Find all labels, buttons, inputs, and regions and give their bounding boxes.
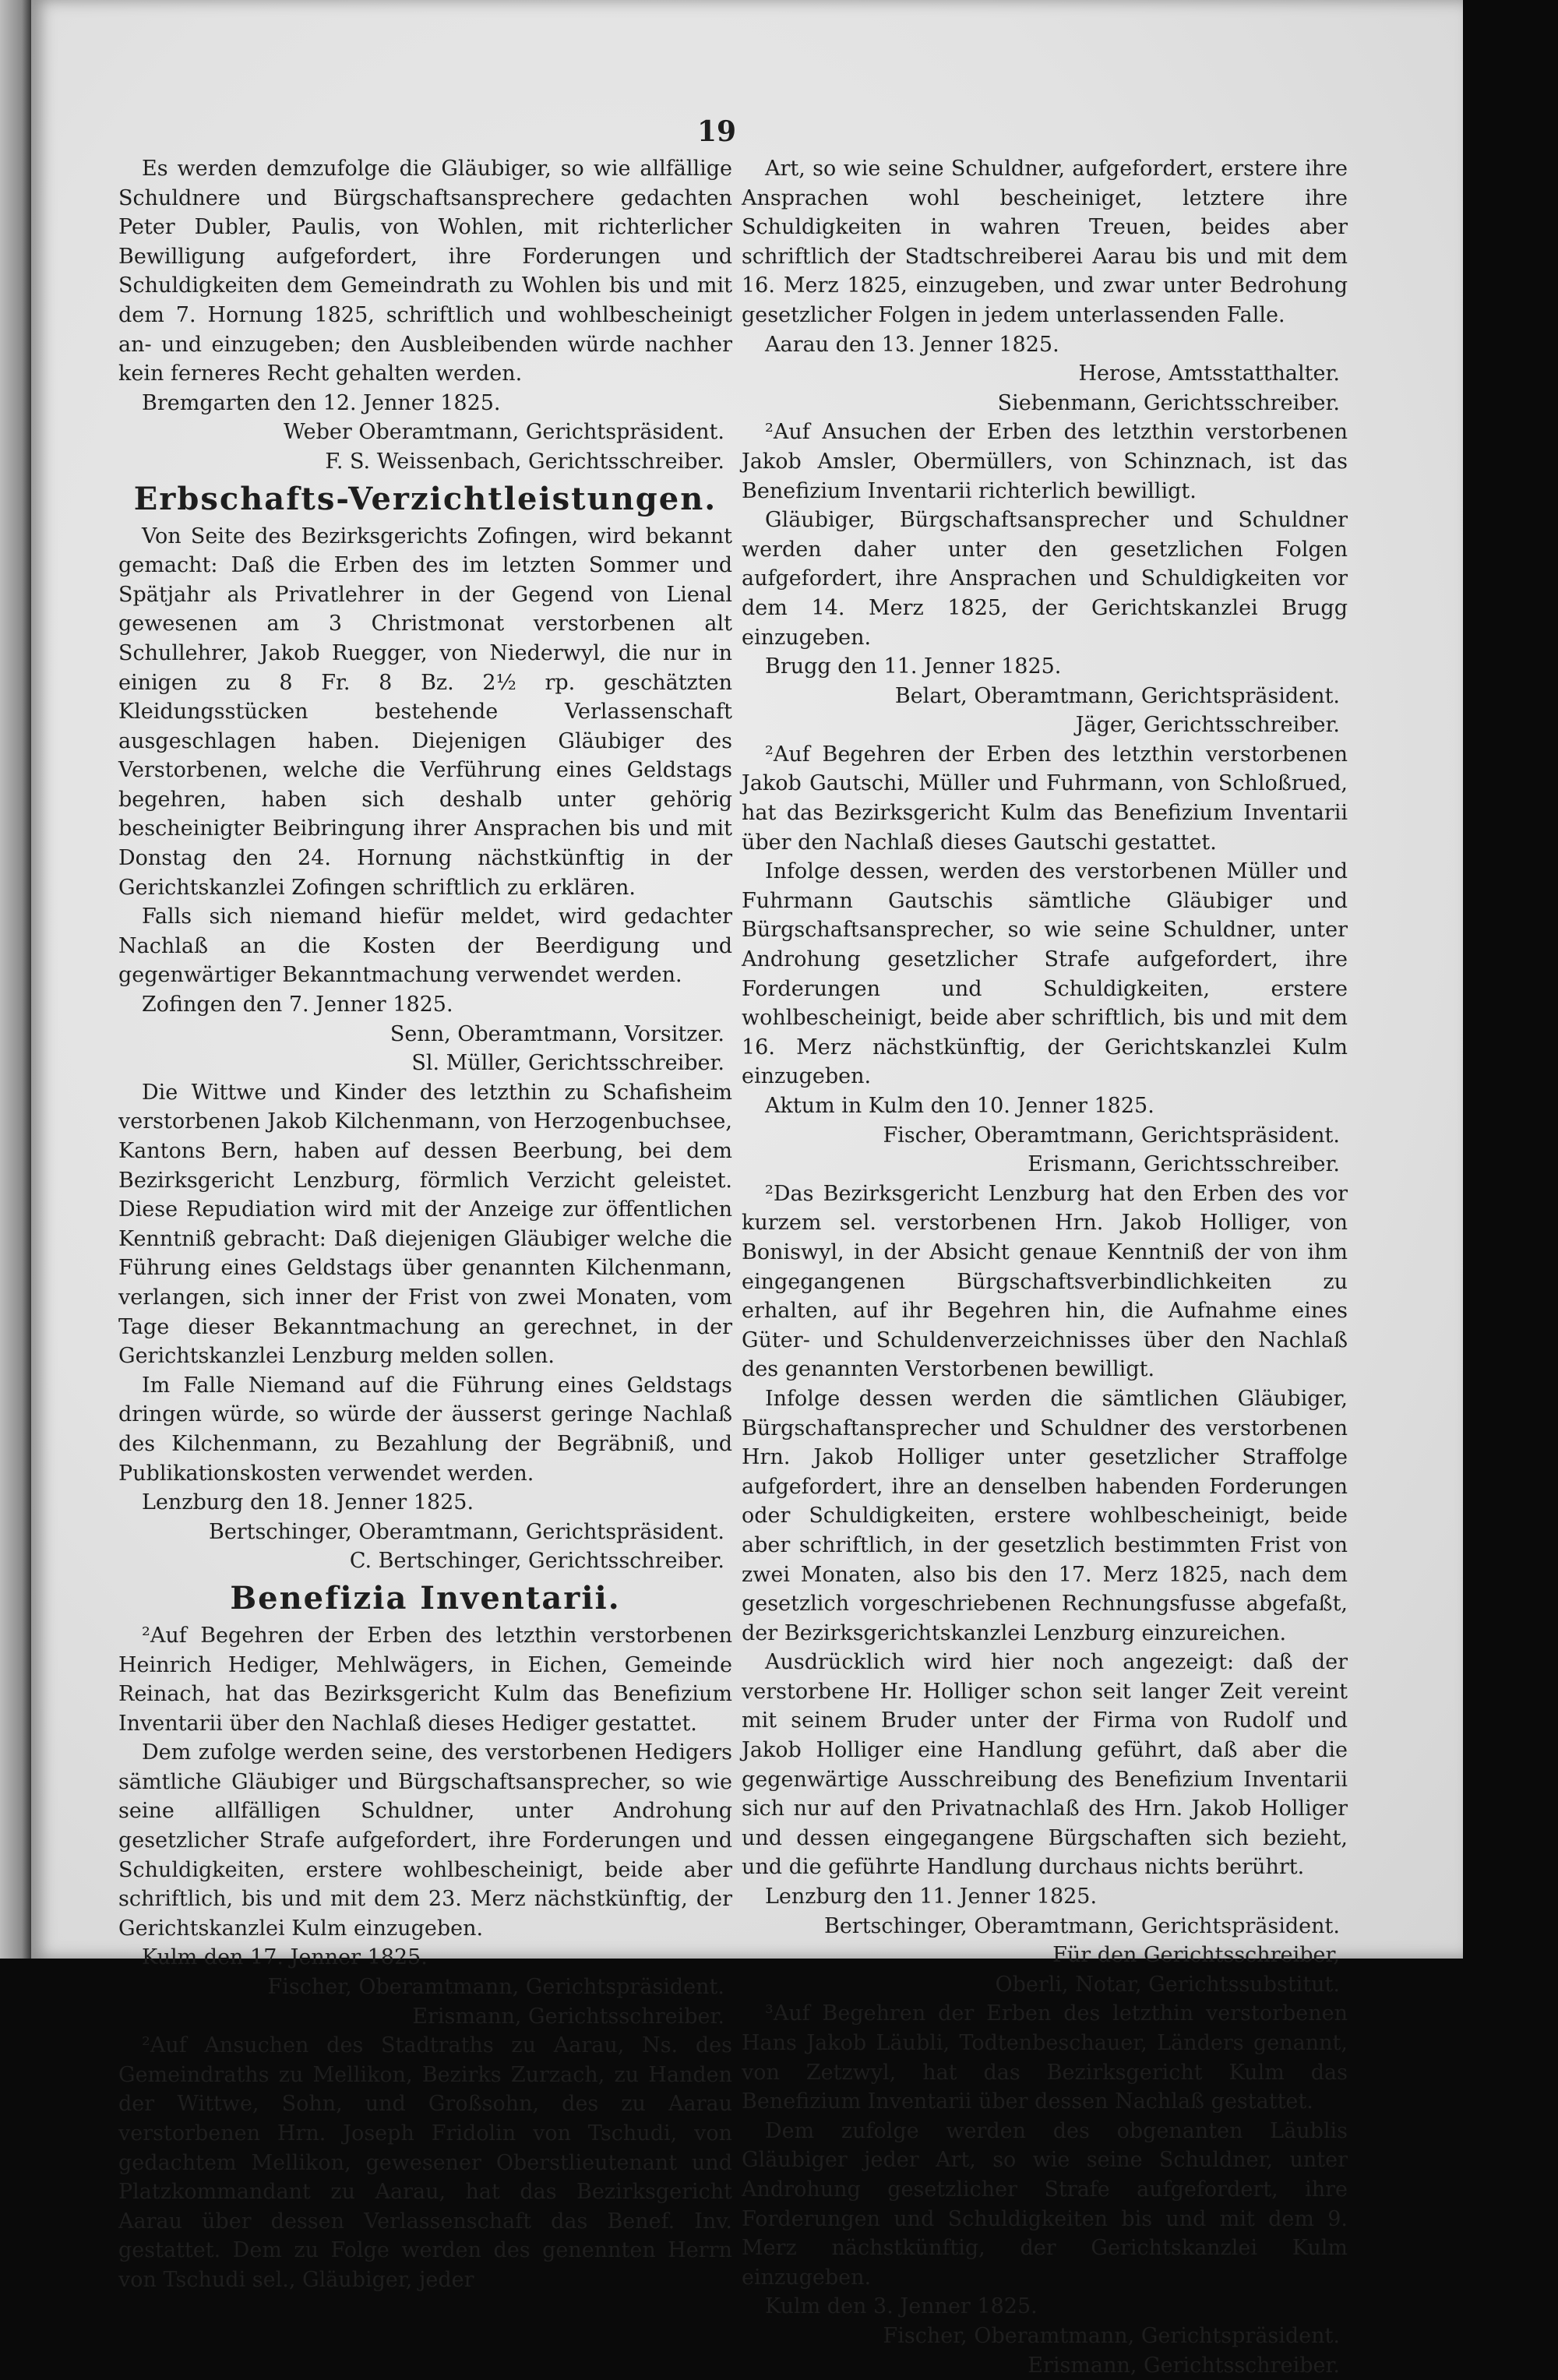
signature-line: Erismann, Gerichtsschreiber. — [1028, 2353, 1340, 2378]
notice-paragraph: Gläubiger, Bürgschaftsansprecher und Schuldner werden daher unter den gesetzlichen Folgen aufgefordert, ihre Ansprachen und Schuldigkeiten vor dem 14. Merz 1825, der Gerichtskanzlei Brugg einzugeben. — [742, 508, 1348, 650]
place-date-line: Kulm den 17. Jenner 1825. — [142, 1945, 428, 1970]
signature-line: Siebenmann, Gerichtsschreiber. — [997, 390, 1340, 415]
signature-line: Bertschinger, Oberamtmann, Gerichtspräsident. — [208, 1519, 724, 1544]
notice-paragraph: ²Das Bezirksgericht Lenzburg hat den Erben des vor kurzem sel. verstorbenen Hrn. Jakob Holliger, von Boniswyl, in der Absicht genaue Kenntniß der von ihm eingegangenen Bürgschaftsverbindlichkeiten zu erhalten, auf ihr Begehren hin, die Aufnahme eines Güter- und Schuldenverzeichnisses über den Nachlaß des genannten Verstorbenen bewilligt. — [742, 1181, 1348, 1382]
place-date-line: Lenzburg den 18. Jenner 1825. — [142, 1490, 474, 1515]
signature-line: Sl. Müller, Gerichtsschreiber. — [411, 1051, 724, 1076]
notice-paragraph: Dem zufolge werden seine, des verstorbenen Hedigers sämtliche Gläubiger und Bürgschaftsansprecher, so wie seine allfälligen Schuldner, unter Androhung gesetzlicher Strafe aufgefordert, ihre Forderungen und Schuldigkeiten, erstere wohlbescheinigt, beide aber schriftlich, bis und mit dem 23. Merz nächstkünftig, der Gerichtskanzlei Kulm einzugeben. — [118, 1740, 732, 1941]
notice-paragraph: Falls sich niemand hiefür meldet, wird gedachter Nachlaß an die Kosten der Beerdigung und gegenwärtiger Bekanntmachung verwendet werden. — [118, 904, 732, 988]
notice-paragraph: Infolge dessen werden die sämtlichen Gläubiger, Bürgschaftansprecher und Schuldner des verstorbenen Hrn. Jakob Holliger unter gesetzlicher Straffolge aufgefordert, ihre an denselben habenden Forderungen oder Schuldigkeiten, erstere wohlbescheinigt, beide aber schriftlich, in der gesetzlich bestimmten Frist von zwei Monaten, also bis den 17. Merz 1825, nach dem gesetzlich vorgeschriebenen Rechnungsfusse abgefaßt, der Bezirksgerichtskanzlei Lenzburg einzureichen. — [742, 1386, 1348, 1645]
previous-page-edge — [0, 0, 31, 1959]
notice-paragraph: ²Auf Ansuchen der Erben des letzthin verstorbenen Jakob Amsler, Obermüllers, von Schinznach, ist das Benefizium Inventarii richterlich bewilligt. — [742, 420, 1348, 503]
signature-line: C. Bertschinger, Gerichtsschreiber. — [349, 1549, 724, 1574]
notice-paragraph: Im Falle Niemand auf die Führung eines Geldstags dringen würde, so würde der äusserst geringe Nachlaß des Kilchenmann, zu Bezahlung der Begräbniß, und Publikationskosten verwendet werden. — [118, 1373, 732, 1486]
place-date-line: Aktum in Kulm den 10. Jenner 1825. — [765, 1094, 1154, 1118]
notice-paragraph: ²Auf Begehren der Erben des letzthin verstorbenen Jakob Gautschi, Müller und Fuhrmann, von Schloßrued, hat das Bezirksgericht Kulm das Benefizium Inventarii über den Nachlaß dieses Gautschi gestattet. — [742, 742, 1348, 855]
place-date-line: Zofingen den 7. Jenner 1825. — [142, 993, 453, 1017]
signature-line: Fischer, Oberamtmann, Gerichtspräsident. — [883, 1123, 1340, 1148]
right-column — [742, 154, 1348, 2380]
signature-line: Herose, Amtsstatthalter. — [1078, 361, 1340, 386]
signature-line: Erismann, Gerichtsschreiber. — [1028, 1152, 1340, 1177]
signature-line: Fischer, Oberamtmann, Gerichtspräsident. — [883, 2323, 1340, 2348]
signature-line: Oberli, Notar, Gerichtssubstitut. — [995, 1972, 1340, 1997]
place-date-line: Brugg den 11. Jenner 1825. — [765, 654, 1062, 679]
signature-line: Jäger, Gerichtsschreiber. — [1075, 713, 1340, 738]
notice-paragraph: ²Auf Ansuchen des Stadtraths zu Aarau, Ns. des Gemeindraths zu Mellikon, Bezirks Zurzach, zu Handen der Wittwe, Sohn, und Großsohn, des zu Aarau verstorbenen Hrn. Joseph Fridolin von Tschudi, von gedachtem Mellikon, gewesener Oberstlieutenant und Platzkommandant zu Aarau, hat das Bezirksgericht Aarau über dessen Verlassenschaft das Benef. Inv. gestattet. Dem zu Folge werden des genennten Herrn von Tschudi sel., Gläubiger, jeder — [118, 2033, 732, 2292]
signature-line: Belart, Oberamtmann, Gerichtspräsident. — [894, 683, 1340, 708]
signature-line: F. S. Weissenbach, Gerichtsschreiber. — [325, 449, 724, 474]
notice-paragraph: Dem zufolge werden des obgenanten Läublis Gläubiger jeder Art, so wie seine Schuldner, unter Androhung gesetzlicher Strafe aufgefordert, ihre Forderungen und Schuldigkeiten bis und mit dem 9. Merz nächstkünftig, der Gerichtskanzlei Kulm einzugeben. — [742, 2118, 1348, 2290]
notice-paragraph: Ausdrücklich wird hier noch angezeigt: daß der verstorbene Hr. Holliger schon seit langer Zeit vereint mit seinem Bruder unter der Firma von Rudolf und Jakob Holliger eine Handlung geführt, daß aber die gegenwärtige Ausschreibung des Benefizium Inventarii sich nur auf den Privatnachlaß des Hrn. Jakob Holliger und dessen eingegangene Bürgschaften sich bezieht, und die geführte Handlung durchaus nichts berührt. — [742, 1650, 1348, 1880]
signature-line: Erismann, Gerichtsschreiber. — [412, 2004, 724, 2029]
section-heading: Benefizia Inventarii. — [230, 1579, 621, 1617]
left-column — [118, 154, 732, 2295]
notice-paragraph: Es werden demzufolge die Gläubiger, so wie allfällige Schuldnere und Bürgschaftsansprechere gedachten Peter Dubler, Paulis, von Wohlen, mit richterlicher Bewilligung aufgefordert, ihre Forderungen und Schuldigkeiten dem Gemeindrath zu Wohlen bis und mit dem 7. Hornung 1825, schriftlich und wohlbescheinigt an- und einzugeben; den Ausbleibenden würde nachher kein ferneres Recht gehalten werden. — [118, 157, 732, 386]
notice-paragraph: ³Auf Begehren der Erben des letzthin verstorbenen Hans Jakob Läubli, Todtenbeschauer, Länders genannt, von Zetzwyl, hat das Bezirksgericht Kulm das Benefizium Inventarii über dessen Nachlaß gestattet. — [742, 2001, 1348, 2114]
section-heading: Erbschafts-Verzichtleistungen. — [133, 480, 717, 517]
signature-line: Fischer, Oberamtmann, Gerichtspräsident. — [267, 1975, 724, 2000]
newspaper-page — [31, 0, 1463, 2378]
notice-paragraph: ²Auf Begehren der Erben des letzthin verstorbenen Heinrich Hediger, Mehlwägers, in Eichen, Gemeinde Reinach, hat das Bezirksgericht Kulm das Benefizium Inventarii über den Nachlaß dieses Hediger gestattet. — [118, 1623, 732, 1736]
place-date-line: Aarau den 13. Jenner 1825. — [765, 332, 1059, 357]
place-date-line: Lenzburg den 11. Jenner 1825. — [765, 1885, 1098, 1909]
notice-paragraph: Art, so wie seine Schuldner, aufgefordert, erstere ihre Ansprachen wohl bescheiniget, letztere ihre Schuldigkeiten in wahren Treuen, beides aber schriftlich der Stadtschreiberei Aarau bis und mit dem 16. Merz 1825, einzugeben, und zwar unter Bedrohung gesetzlicher Folgen in jedem unterlassenden Falle. — [742, 157, 1348, 327]
signature-line: Bertschinger, Oberamtmann, Gerichtspräsident. — [823, 1913, 1340, 1938]
signature-line: Weber Oberamtmann, Gerichtspräsident. — [284, 420, 724, 445]
notice-paragraph: Von Seite des Bezirksgerichts Zofingen, wird bekannt gemacht: Daß die Erben des im letzten Sommer und Spätjahr als Privatlehrer in der Gegend von Lienal gewesenen am 3 Christmonat verstorbenen alt Schullehrer, Jakob Ruegger, von Niederwyl, die nur in einigen zu 8 Fr. 8 Bz. 2½ rp. geschätzten Kleidungsstücken bestehende Verlassenschaft ausgeschlagen haben. Diejenigen Gläubiger des Verstorbenen, welche die Verführung eines Geldstags begehren, haben sich deshalb unter gehörig bescheinigter Beibringung ihrer Ansprachen bis und mit Donstag den 24. Hornung nächstkünftig in der Gerichtskanzlei Zofingen schriftlich zu erklären. — [118, 524, 732, 900]
notice-paragraph: Infolge dessen, werden des verstorbenen Müller und Fuhrmann Gautschis sämtliche Gläubiger und Bürgschaftsansprecher, so wie seine Schuldner, unter Androhung gesetzlicher Strafe aufgefordert, ihre Forderungen und Schuldigkeiten, erstere wohlbescheinigt, beide aber schriftlich, bis und mit dem 16. Merz nächstkünftig, der Gerichtskanzlei Kulm einzugeben. — [742, 859, 1348, 1089]
place-date-line: Kulm den 3. Jenner 1825. — [765, 2294, 1038, 2319]
page-number: 19 — [697, 115, 737, 148]
notice-paragraph: Die Wittwe und Kinder des letzthin zu Schafisheim verstorbenen Jakob Kilchenmann, von Herzogenbuchsee, Kantons Bern, haben auf dessen Beerbung, bei dem Bezirksgericht Lenzburg, förmlich Verzicht geleistet. Diese Repudiation wird mit der Anzeige zur öffentlichen Kenntniß gebracht: Daß diejenigen Gläubiger welche die Führung eines Geldstags über genannten Kilchenmann, verlangen, sich inner der Frist von zwei Monaten, vom Tage dieser Bekanntmachung an gerechnet, in der Gerichtskanzlei Lenzburg melden sollen. — [118, 1080, 732, 1369]
place-date-line: Bremgarten den 12. Jenner 1825. — [142, 390, 501, 415]
signature-line: Für den Gerichtsschreiber, — [1052, 1943, 1340, 1968]
signature-line: Senn, Oberamtmann, Vorsitzer. — [390, 1021, 724, 1046]
